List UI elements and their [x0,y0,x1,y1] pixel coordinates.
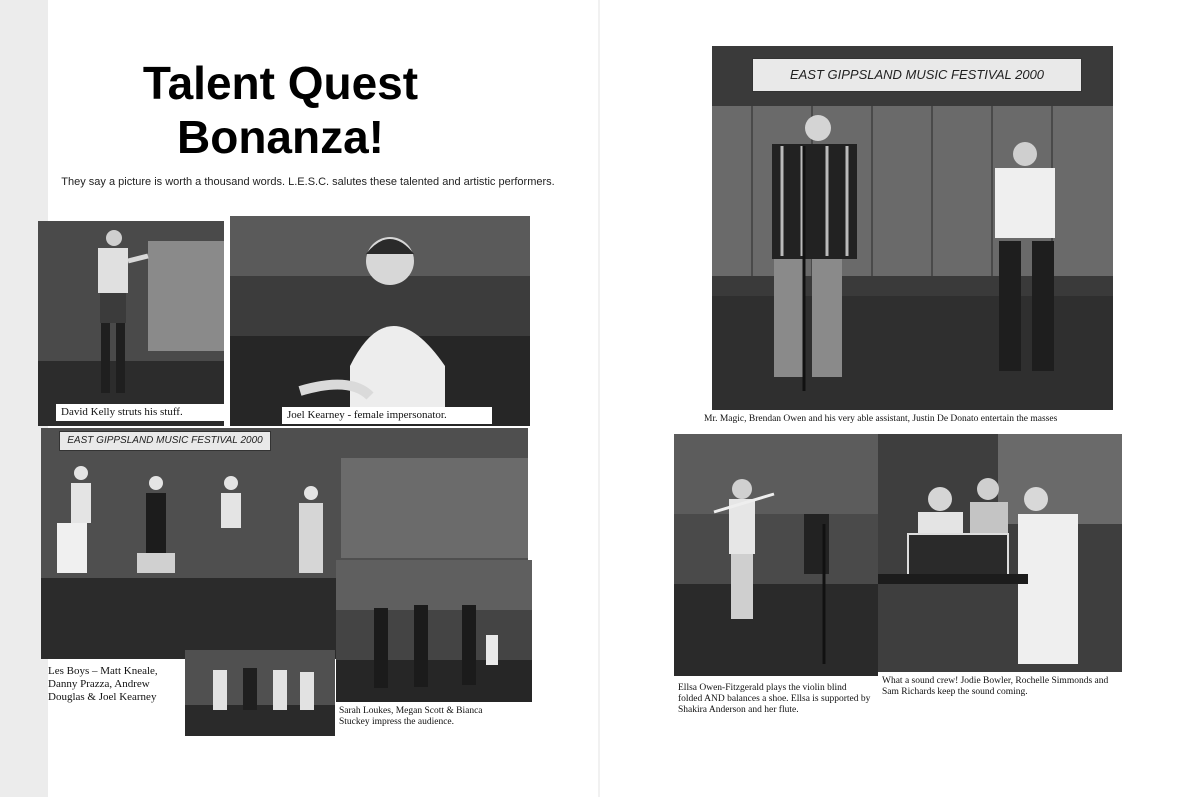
photo-david-kelly-image [38,221,224,426]
caption-joel-kearney: Joel Kearney - female impersonator. [282,407,492,424]
photo-ellsa-violin-image [674,434,878,676]
photo-sarah-loukes [336,560,532,702]
festival-banner-right: EAST GIPPSLAND MUSIC FESTIVAL 2000 [752,58,1082,92]
photo-dance-group-small-image [185,650,335,736]
caption-sound-crew: What a sound crew! Jodie Bowler, Rochelle Simmonds and Sam Richards keep the sound coming. [882,676,1109,697]
page-title [118,56,443,164]
photo-dance-group-small [185,650,335,736]
caption-ellsa: Ellsa Owen-Fitzgerald plays the violin blind folded AND balances a shoe. Ellsa is supported by Shakira Anderson and her flute. [678,683,871,715]
photo-joel-kearney-image [230,216,530,426]
right-page [600,0,1200,797]
title-line-2: Bonanza! [177,111,384,163]
photo-mr-magic-image [712,46,1113,410]
photo-mr-magic [712,46,1113,410]
photo-sound-crew [878,434,1122,672]
photo-ellsa-violin [674,434,878,676]
photo-sound-crew-image [878,434,1122,672]
title-line-1: Talent Quest [142,57,419,109]
intro-text: They say a picture is worth a thousand words. L.E.S.C. salutes these talented and artistic performers. [61,176,555,188]
caption-mr-magic: Mr. Magic, Brendan Owen and his very able assistant, Justin De Donato entertain the masses [704,414,1058,424]
photo-joel-kearney [230,216,530,426]
photo-sarah-loukes-image [336,560,532,702]
caption-david-kelly: David Kelly struts his stuff. [56,404,234,421]
caption-les-boys: Les Boys – Matt Kneale, Danny Prazza, Andrew Douglas & Joel Kearney [48,665,178,704]
caption-sarah-loukes: Sarah Loukes, Megan Scott & Bianca Stuckey impress the audience. [339,706,483,727]
left-page [48,0,598,797]
festival-banner-left: EAST GIPPSLAND MUSIC FESTIVAL 2000 [59,431,271,451]
photo-david-kelly [38,221,224,426]
